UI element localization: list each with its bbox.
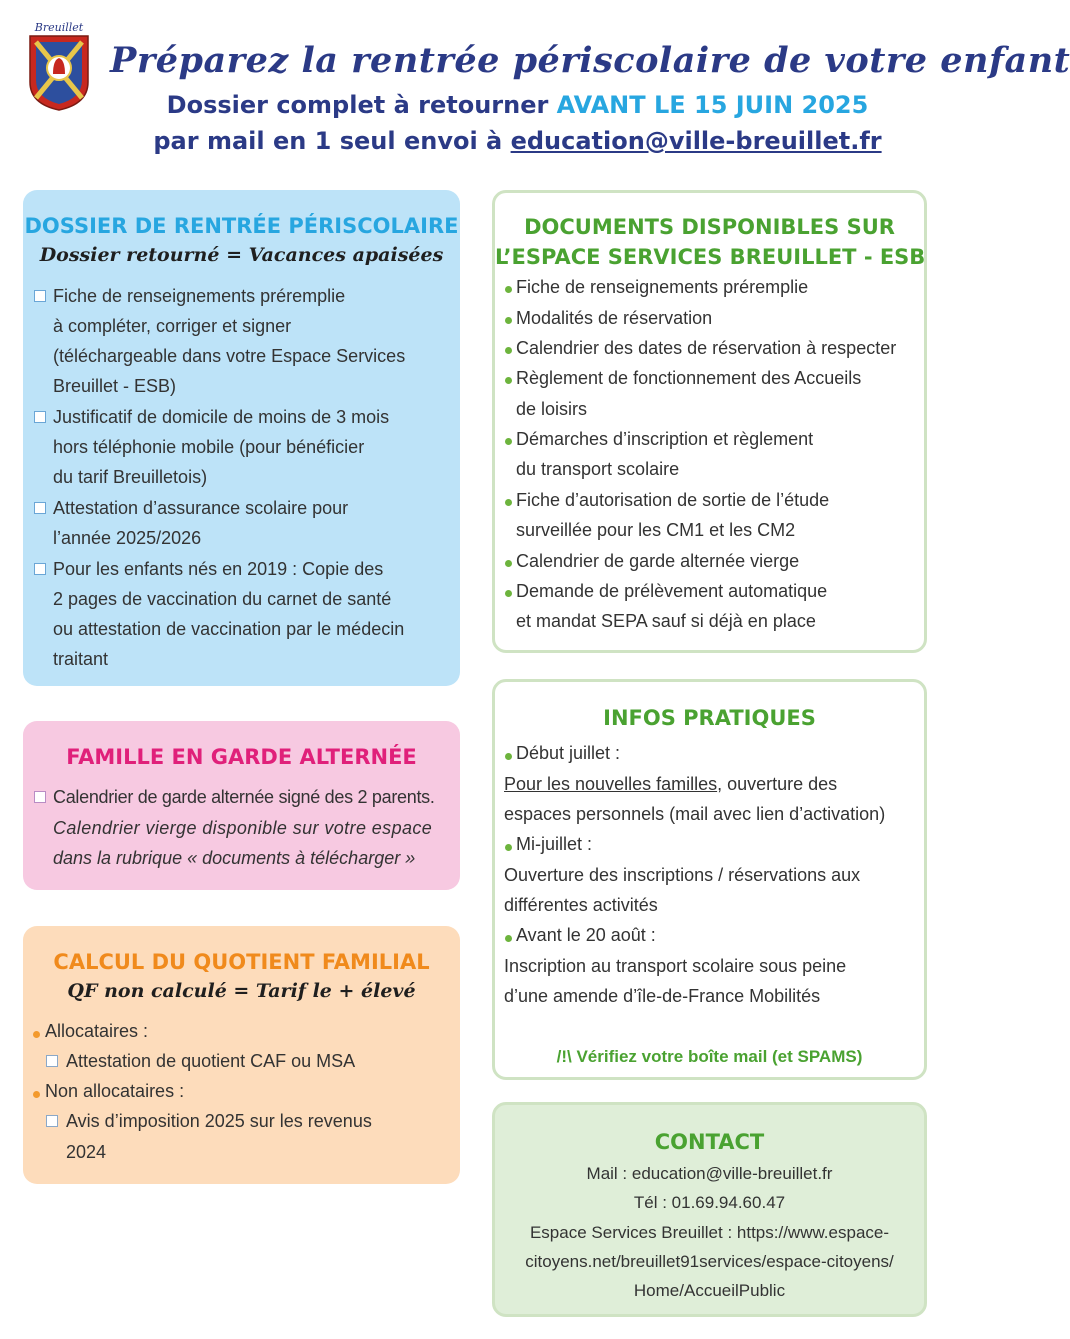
garde-item: Calendrier de garde alternée signé des 2 parents. <box>53 787 435 807</box>
checkbox-icon[interactable] <box>46 1115 58 1127</box>
quotient-familial-box <box>23 926 460 1184</box>
dossier-rentree-box <box>23 190 460 686</box>
qf-subtitle: QF non calculé = Tarif le + élevé <box>67 980 416 1002</box>
dossier-item-1-line-2: à compléter, corriger et signer <box>53 316 292 336</box>
contact-title: CONTACT <box>654 1130 765 1154</box>
infos-bullet-2: Mi-juillet : <box>516 834 593 854</box>
bullet-icon <box>505 844 512 851</box>
docs-item-6-line-2: surveillée pour les CM1 et les CM2 <box>516 520 796 540</box>
docs-item-4-line-2: de loisirs <box>516 399 588 419</box>
qf-title: CALCUL DU QUOTIENT FAMILIAL <box>53 950 430 974</box>
dossier-item-4-line-2: 2 pages de vaccination du carnet de santé <box>53 589 392 609</box>
infos-bullet-1-line-2: espaces personnels (mail avec lien d’activation) <box>504 804 886 824</box>
docs-title-line-2: L’ESPACE SERVICES BREUILLET - ESB <box>495 245 926 269</box>
contact-mail[interactable]: Mail : education@ville-breuillet.fr <box>586 1164 833 1183</box>
qf-group-2: Non allocataires : <box>45 1081 185 1101</box>
bullet-icon <box>33 1091 40 1098</box>
dossier-item-1-line-1: Fiche de renseignements préremplie <box>53 286 346 306</box>
infos-new-families: Pour les nouvelles familles <box>504 774 718 794</box>
bullet-icon <box>505 753 512 760</box>
contact-esb-line-2[interactable]: citoyens.net/breuillet91services/espace-citoyens/ <box>525 1252 894 1271</box>
bullet-icon <box>505 590 512 597</box>
contact-esb-line-1[interactable]: Espace Services Breuillet : https://www.espace- <box>529 1223 890 1242</box>
dossier-item-1-line-4: Breuillet - ESB) <box>53 376 177 396</box>
infos-bullet-2-line-2: différentes activités <box>504 895 658 915</box>
infos-bullet-2-line-1: Ouverture des inscriptions / réservations aux <box>504 865 861 885</box>
qf-group-2-item-line-2: 2024 <box>66 1142 107 1162</box>
email-line <box>0 127 945 155</box>
dossier-item-3-line-1: Attestation d’assurance scolaire pour <box>53 498 349 518</box>
infos-bullet-3-line-2: d’une amende d’île-de-France Mobilités <box>504 986 821 1006</box>
bullet-icon <box>505 377 512 384</box>
documents-esb-box <box>492 190 927 653</box>
garde-note-line-1: Calendrier vierge disponible sur votre espace <box>53 818 433 838</box>
qf-group-1-item: Attestation de quotient CAF ou MSA <box>66 1051 356 1071</box>
infos-bullet-1: Début juillet : <box>516 743 621 763</box>
dossier-item-2-line-2: hors téléphonie mobile (pour bénéficier <box>53 437 365 457</box>
docs-item-4-line-1: Règlement de fonctionnement des Accueils <box>516 368 862 388</box>
bullet-icon <box>505 438 512 445</box>
bullet-icon <box>505 317 512 324</box>
checkbox-icon[interactable] <box>34 290 46 302</box>
dossier-subtitle: Dossier retourné = Vacances apaisées <box>39 244 444 266</box>
infos-bullet-3-line-1: Inscription au transport scolaire sous peine <box>504 956 847 976</box>
infos-bullet-1-rest: , ouverture des <box>717 774 838 794</box>
checkbox-icon[interactable] <box>46 1055 58 1067</box>
docs-item-2: Modalités de réservation <box>516 308 713 328</box>
logo-text: Breuillet <box>34 21 84 34</box>
docs-item-7: Calendrier de garde alternée vierge <box>516 551 800 571</box>
contact-esb-line-3[interactable]: Home/AccueilPublic <box>633 1281 786 1300</box>
qf-group-1: Allocataires : <box>45 1021 149 1041</box>
checkbox-icon[interactable] <box>34 411 46 423</box>
infos-bullet-1-line-1 <box>504 769 837 799</box>
garde-title: FAMILLE EN GARDE ALTERNÉE <box>66 745 417 769</box>
deadline-prefix: Dossier complet à retourner <box>166 91 557 119</box>
docs-item-8-line-2: et mandat SEPA sauf si déjà en place <box>516 611 816 631</box>
bullet-icon <box>505 286 512 293</box>
dossier-item-3-line-2: l’année 2025/2026 <box>53 528 202 548</box>
garde-alternee-box <box>23 721 460 890</box>
email-prefix: par mail en 1 seul envoi à <box>153 127 511 155</box>
docs-item-6-line-1: Fiche d’autorisation de sortie de l’étude <box>516 490 830 510</box>
dossier-item-1-line-3: (téléchargeable dans votre Espace Services <box>53 346 406 366</box>
contact-phone[interactable]: Tél : 01.69.94.60.47 <box>633 1193 786 1212</box>
dossier-item-4-line-3: ou attestation de vaccination par le médecin <box>53 619 405 639</box>
infos-warning: /!\ Vérifiez votre boîte mail (et SPAMS) <box>556 1047 863 1066</box>
page-title: Préparez la rentrée périscolaire de votre enfant <box>110 40 1070 81</box>
infos-title: INFOS PRATIQUES <box>603 706 816 730</box>
docs-item-1: Fiche de renseignements préremplie <box>516 277 809 297</box>
docs-item-3: Calendrier des dates de réservation à respecter <box>516 338 897 358</box>
bullet-icon <box>33 1031 40 1038</box>
deadline-date: AVANT LE 15 JUIN 2025 <box>556 91 869 119</box>
deadline-line <box>0 91 945 119</box>
qf-group-2-item-line-1: Avis d’imposition 2025 sur les revenus <box>66 1111 372 1131</box>
dossier-title: DOSSIER DE RENTRÉE PÉRISCOLAIRE <box>24 214 459 238</box>
infos-pratiques-box <box>492 679 927 1080</box>
checkbox-icon[interactable] <box>34 563 46 575</box>
dossier-item-2-line-3: du tarif Breuilletois) <box>53 467 208 487</box>
contact-box <box>492 1102 927 1317</box>
checkbox-icon[interactable] <box>34 502 46 514</box>
bullet-icon <box>505 499 512 506</box>
bullet-icon <box>505 560 512 567</box>
dossier-item-4-line-4: traitant <box>53 649 109 669</box>
header-email-link[interactable]: education@ville-breuillet.fr <box>510 127 882 155</box>
docs-title-line-1: DOCUMENTS DISPONIBLES SUR <box>524 215 895 239</box>
dossier-item-2-line-1: Justificatif de domicile de moins de 3 mois <box>53 407 390 427</box>
infos-bullet-3: Avant le 20 août : <box>516 925 656 945</box>
docs-item-8-line-1: Demande de prélèvement automatique <box>516 581 828 601</box>
checkbox-icon[interactable] <box>34 791 46 803</box>
bullet-icon <box>505 347 512 354</box>
dossier-item-4-line-1: Pour les enfants nés en 2019 : Copie des <box>53 559 384 579</box>
bullet-icon <box>505 935 512 942</box>
docs-item-5-line-1: Démarches d’inscription et règlement <box>516 429 814 449</box>
garde-note-line-2: dans la rubrique « documents à télécharger » <box>53 848 416 868</box>
docs-item-5-line-2: du transport scolaire <box>516 459 680 479</box>
